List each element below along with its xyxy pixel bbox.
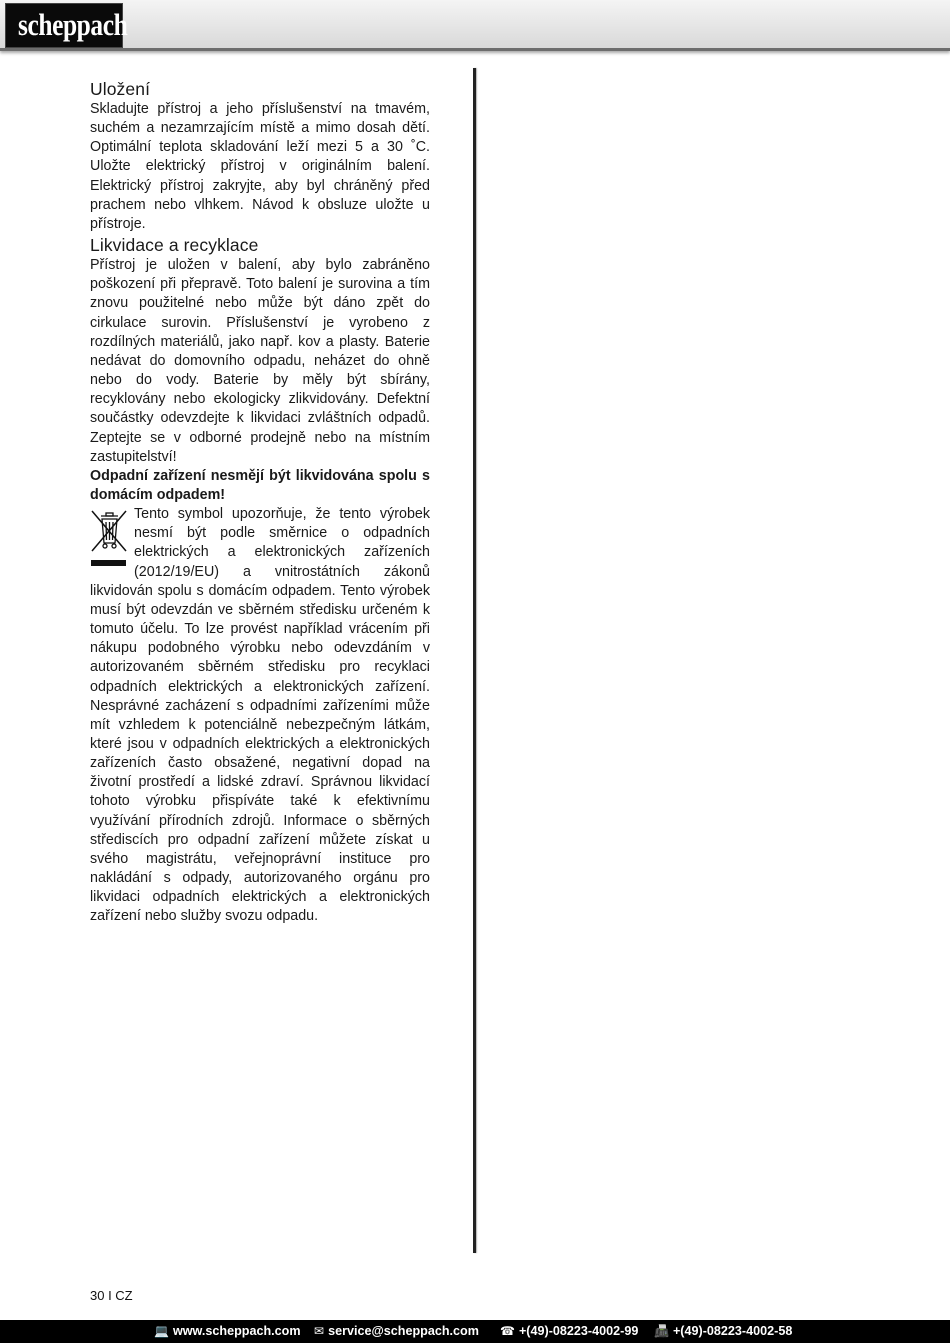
page-number: 30 I CZ [90, 1288, 133, 1303]
scheppach-logo [5, 3, 128, 48]
computer-icon: 💻 [154, 1324, 169, 1338]
footer-fax-text: +(49)-08223-4002-58 [672, 1324, 793, 1338]
crossed-out-bin-icon [90, 509, 128, 569]
heading-disposal: Likvidace a recyklace [90, 235, 259, 256]
weee-section [90, 505, 430, 926]
column-divider [473, 68, 476, 1253]
footer-fax [654, 1320, 792, 1343]
heading-storage: Uložení [90, 79, 151, 99]
footer-email [314, 1320, 479, 1343]
page-footer [0, 1320, 950, 1343]
phone-icon: ☎ [500, 1324, 515, 1338]
storage-text: Skladujte přístroj a jeho příslušenství na tmavém, suchém a nezamrzajícím místě a mimo dosah dětí. Optimální teplota skladování leží mezi 5 a 30 ˚C. Uložte elektrický přístroj v originálním balení. Elektrický přístroj zakryjte, aby byl chráněný před prachem nebo vlhkem. Návod k obsluze uložte u přístroje. [90, 101, 430, 232]
logo-text: scheppach [17, 7, 128, 42]
fax-icon: 📠 [654, 1324, 669, 1338]
footer-website [154, 1320, 301, 1343]
weee-warning: Odpadní zařízení nesmějí být likvidována spolu s domácím odpadem! [90, 467, 430, 503]
content-column [90, 78, 430, 927]
weee-text: Tento symbol upozorňuje, že tento výrobek nesmí být podle směrnice o odpadních elektrických a elektronických zařízeních (2012/19/EU) a vnitrostátních zákonů likvidován spolu s domácím odpadem. Tento výrobek musí být odevzdán ve sběrném středisku určeném k tomuto účelu. To lze provést například vrácením při nákupu podobného výrobku nebo odevzdáním v autorizovaném sběrném středisku pro recyklaci odpadních elektrických a elektronických zařízení. Nesprávné zacházení s odpadními zařízeními může mít vzhledem k potenciálně nebezpečným látkám, které jsou v odpadních elektrických a elektronických zařízeních často obsažené, negativní dopad na životní prostředí a lidské zdraví. Správnou likvidací tohoto výrobku přispíváte také k efektivnímu využívání přírodních zdrojů. Informace o sběrných střediscích pro odpadní zařízení můžete získat u svého magistrátu, veřejnoprávní instituce pro nakládání s odpady, autorizovaného orgánu pro likvidaci odpadních elektrických a elektronických zařízení nebo služby svozu odpadu. [90, 506, 430, 925]
footer-email-text: service@scheppach.com [328, 1324, 479, 1338]
envelope-icon: ✉ [314, 1324, 325, 1338]
footer-phone-text: +(49)-08223-4002-99 [518, 1324, 639, 1338]
footer-website-text: www.scheppach.com [172, 1324, 301, 1338]
disposal-text: Přístroj je uložen v balení, aby bylo zabráněno poškození při přepravě. Toto balení je surovina a tím znovu použitelné nebo může být dáno zpět do cirkulace surovin. Příslušenství je vyrobeno z rozdílných materiálů, jako např. kov a plasty. Baterie nedávat do domovního odpadu, neházet do ohně nebo do vody. Baterie by měly být sbírány, recyklovány nebo ekologicky zlikvidovány. Defektní součástky odevzdejte k likvidaci zvláštních odpadů. Zeptejte se v odborné prodejně nebo na místním zastupitelství! [90, 257, 430, 465]
footer-phone [500, 1320, 638, 1343]
page-header [0, 0, 950, 51]
